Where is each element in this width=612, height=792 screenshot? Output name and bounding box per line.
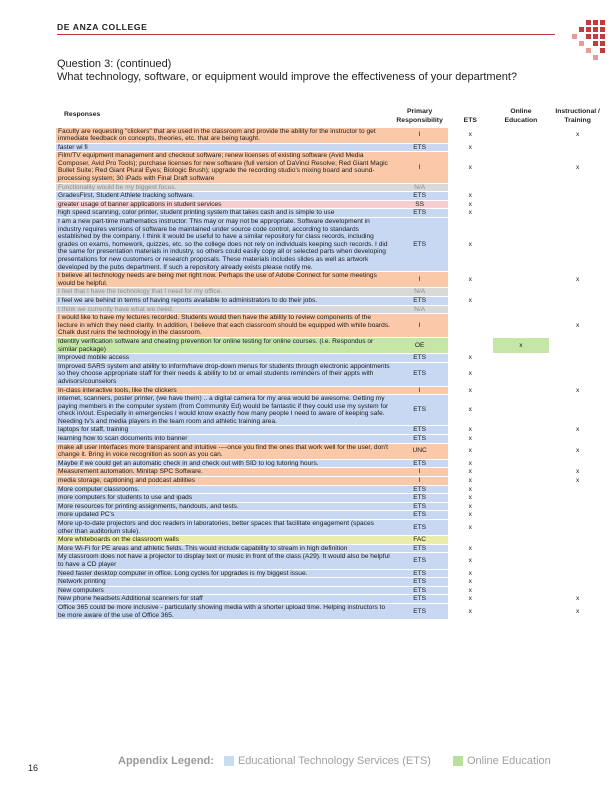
ets-cell: x (448, 143, 493, 152)
table-row (56, 511, 606, 520)
response-cell: More up-to-date projectors and doc readers in laboratories, better spaces that facilitate engagement (spaces other than auditorium stule). (56, 520, 391, 536)
ets-cell: x (448, 386, 493, 395)
table-row (56, 337, 606, 353)
primary-responsibility-cell: ETS (391, 192, 448, 201)
online-education-cell (493, 595, 550, 604)
question-title: Question 3: (continued) (57, 58, 172, 70)
online-education-cell (493, 314, 550, 338)
primary-responsibility-cell: ETS (391, 603, 448, 619)
table-row (56, 544, 606, 553)
legend-item-ets: Educational Technology Services (ETS) (237, 755, 431, 767)
appendix-legend (118, 755, 573, 767)
instructional-training-cell (549, 209, 606, 218)
primary-responsibility-cell: N/A (391, 288, 448, 297)
primary-responsibility-cell: N/A (391, 183, 448, 192)
response-cell: I feel we are behind in terms of having reports available to administrators to do their jobs. (56, 296, 391, 305)
column-header-primary: Primary Responsibility (396, 107, 443, 124)
response-cell: Faculty are requesting "clickers" that are used in the classroom and provide the ability for the instructor to get immediate feedback on concepts, theories, etc. that are being taught. (56, 127, 391, 143)
response-cell: Improved SARS system and ability to inform/have drop-down menus for students through electronic appointments so they choose appropriate staff for their needs & ability to txt or email students reminders of their appts with advisors/counselors (58, 362, 390, 385)
ets-cell: x (448, 494, 493, 503)
online-education-cell (493, 218, 550, 272)
response-cell: greater usage of banner applications in student services (56, 200, 391, 209)
table-row (56, 569, 606, 578)
primary-responsibility-cell: FAC (391, 536, 448, 545)
table-row (56, 443, 606, 459)
college-logo (566, 20, 606, 66)
column-header-instructional: Instructional / Training (555, 107, 600, 124)
ets-cell: x (448, 296, 493, 305)
primary-responsibility-cell: UNC (391, 443, 448, 459)
instructional-training-cell: x (549, 272, 606, 288)
ets-cell: x (448, 127, 493, 143)
primary-responsibility-cell: I (391, 314, 448, 338)
ets-cell: x (448, 544, 493, 553)
response-cell: Measurement automation. Minitap SPC Software. (56, 468, 391, 477)
online-education-cell (493, 426, 550, 435)
primary-responsibility-cell: I (391, 477, 448, 486)
response-cell: Need faster desktop computer in office. Long cycles for upgrades is my biggest issue. (56, 569, 391, 578)
ets-cell: x (448, 435, 493, 444)
instructional-training-cell: x (549, 468, 606, 477)
online-education-cell (493, 192, 550, 201)
ets-cell: x (448, 192, 493, 201)
table-row (56, 218, 606, 272)
online-education-cell (493, 443, 550, 459)
response-cell: More computer classrooms. (56, 485, 391, 494)
online-education-cell (493, 296, 550, 305)
online-education-cell (493, 511, 550, 520)
instructional-training-cell (549, 485, 606, 494)
primary-responsibility-cell: ETS (391, 544, 448, 553)
table-row (56, 127, 606, 143)
response-cell: media storage, captioning and podcast abilities (56, 477, 391, 486)
table-row (56, 603, 606, 619)
table-row (56, 426, 606, 435)
instructional-training-cell (549, 183, 606, 192)
response-cell: high speed scanning, color printer, student printing system that takes cash and is simple to use (56, 209, 391, 218)
primary-responsibility-cell: ETS (391, 578, 448, 587)
question-prompt: What technology, software, or equipment would improve the effectiveness of your department? (57, 71, 518, 83)
table-row (56, 494, 606, 503)
online-education-cell (493, 152, 550, 183)
online-education-cell (493, 395, 550, 426)
instructional-training-cell: x (549, 477, 606, 486)
legend-item-online: Online Education (466, 755, 551, 767)
primary-responsibility-cell: ETS (391, 296, 448, 305)
ets-cell: x (448, 209, 493, 218)
column-header-ets: ETS (463, 116, 477, 124)
instructional-training-cell (549, 520, 606, 536)
ets-cell: x (448, 272, 493, 288)
primary-responsibility-cell: ETS (391, 485, 448, 494)
online-education-cell (493, 586, 550, 595)
ets-cell: x (448, 586, 493, 595)
online-education-cell (493, 485, 550, 494)
primary-responsibility-cell: ETS (391, 435, 448, 444)
table-row (56, 595, 606, 604)
online-education-cell (493, 502, 550, 511)
ets-cell: x (448, 485, 493, 494)
table-row (56, 395, 606, 426)
response-cell: learning how to scan documents into banner (56, 435, 391, 444)
primary-responsibility-cell: ETS (391, 586, 448, 595)
instructional-training-cell (549, 143, 606, 152)
response-cell: more computers for students to use and ipads (56, 494, 391, 503)
ets-cell: x (448, 595, 493, 604)
primary-responsibility-cell: ETS (391, 209, 448, 218)
response-cell: Maybe if we could get an automatic check in and check out with SID to log tutoring hours. (56, 459, 391, 468)
ets-cell: x (448, 502, 493, 511)
primary-responsibility-cell: ETS (391, 520, 448, 536)
ets-cell: x (448, 603, 493, 619)
ets-cell: x (448, 152, 493, 183)
table-row (56, 502, 606, 511)
ets-cell: x (448, 578, 493, 587)
online-education-cell (493, 200, 550, 209)
table-row (56, 468, 606, 477)
response-cell: I feel that I have the technology that I need for my office. (56, 288, 391, 297)
ets-cell: x (448, 459, 493, 468)
college-name: DE ANZA COLLEGE (57, 22, 148, 32)
table-row (56, 200, 606, 209)
response-cell: more updated PC's (56, 511, 391, 520)
ets-cell: x (448, 426, 493, 435)
primary-responsibility-cell: I (391, 127, 448, 143)
online-education-cell (493, 578, 550, 587)
online-education-cell (493, 553, 550, 569)
table-row (56, 477, 606, 486)
response-cell: Improved mobile access (56, 354, 391, 363)
table-header-row (56, 104, 606, 127)
ets-cell: x (448, 200, 493, 209)
online-education-cell: x (493, 337, 550, 353)
instructional-training-cell (549, 218, 606, 272)
primary-responsibility-cell: ETS (391, 553, 448, 569)
legend-swatch-ets (224, 756, 234, 766)
primary-responsibility-cell: ETS (391, 426, 448, 435)
table-row (56, 553, 606, 569)
primary-responsibility-cell: ETS (391, 459, 448, 468)
ets-cell: x (448, 362, 493, 386)
online-education-cell (493, 143, 550, 152)
ets-cell (448, 314, 493, 338)
instructional-training-cell: x (549, 152, 606, 183)
online-education-cell (493, 603, 550, 619)
ets-cell: x (448, 477, 493, 486)
instructional-training-cell (549, 296, 606, 305)
instructional-training-cell (549, 192, 606, 201)
online-education-cell (493, 520, 550, 536)
online-education-cell (493, 272, 550, 288)
response-cell: Functionality would be my biggest focus. (56, 183, 391, 192)
instructional-training-cell (549, 494, 606, 503)
instructional-training-cell (549, 395, 606, 426)
response-cell: internet, scanners, poster printer, (we have them) .. a digital camera for my area would be awesome. Getting my paying members in the computer system (from Community Ed) would be fantastic if they could use my system for check in/out. Especially in emergencies I would know exactly how many people I need to aware of keeping safe. Needing tv's and media players in the team room and athletic training area. (56, 395, 391, 426)
table-row (56, 192, 606, 201)
instructional-training-cell (549, 511, 606, 520)
instructional-training-cell (549, 337, 606, 353)
online-education-cell (493, 569, 550, 578)
table-row (56, 152, 606, 183)
ets-cell (448, 305, 493, 314)
ets-cell: x (448, 511, 493, 520)
table-row (56, 578, 606, 587)
ets-cell: x (448, 218, 493, 272)
ets-cell: x (448, 468, 493, 477)
instructional-training-cell (549, 354, 606, 363)
column-header-online: Online Education (504, 107, 538, 124)
table-row (56, 459, 606, 468)
online-education-cell (493, 354, 550, 363)
primary-responsibility-cell: ETS (391, 354, 448, 363)
table-row (56, 314, 606, 338)
page-number: 16 (28, 763, 39, 773)
primary-responsibility-cell: ETS (391, 595, 448, 604)
primary-responsibility-cell: I (391, 272, 448, 288)
primary-responsibility-cell: ETS (391, 143, 448, 152)
table-body (56, 127, 606, 619)
ets-cell (448, 183, 493, 192)
ets-cell: x (448, 395, 493, 426)
online-education-cell (493, 544, 550, 553)
primary-responsibility-cell: I (391, 386, 448, 395)
online-education-cell (493, 127, 550, 143)
table-row (56, 520, 606, 536)
online-education-cell (493, 459, 550, 468)
table-row (56, 536, 606, 545)
response-cell: Identity verification software and cheating prevention for online testing for online courses. (i.e. Respondus or similar package) (56, 337, 391, 353)
instructional-training-cell (549, 536, 606, 545)
instructional-training-cell: x (549, 127, 606, 143)
instructional-training-cell: x (549, 386, 606, 395)
response-cell: Office 365 could be more inclusive - particularly showing media with a shorter upload time. Helping instructors to be more aware of the use of Office 365. (56, 603, 391, 619)
instructional-training-cell: x (549, 603, 606, 619)
column-header-responses: Responses (64, 111, 101, 119)
online-education-cell (493, 305, 550, 314)
online-education-cell (493, 494, 550, 503)
online-education-cell (493, 536, 550, 545)
online-education-cell (493, 468, 550, 477)
response-cell: My classroom does not have a projector to display text or music in front of the class (A29). It would also be helpful to have a CD player (58, 553, 390, 568)
response-cell: I am a new part-time mathematics instructor. This may or may not be appropriate. Software development in industry requires versions of software be maintained under source code control, according to standards established by the company. I think it would be useful to have a similar repository for class records, including grades on exams, homework, quizzes, etc. so the college does not rely on individuals keeping such records. I did the same for presentation materials in industry, so others could easily copy all or selected parts when developing presentations for new customers or research proposals. These materials includes slides as well as artwork developed by the pubs department. If such a repository already exists please notify me. (56, 218, 391, 272)
table-row (56, 272, 606, 288)
table-row (56, 435, 606, 444)
table-row (56, 485, 606, 494)
response-cell: GradesFirst, Student Athlete tracking software. (56, 192, 391, 201)
online-education-cell (493, 183, 550, 192)
instructional-training-cell (549, 200, 606, 209)
online-education-cell (493, 209, 550, 218)
legend-swatch-online (453, 756, 463, 766)
instructional-training-cell (549, 553, 606, 569)
header-rule (57, 34, 555, 35)
response-cell: Film/TV equipment management and checkout software; renew licenses of existing software (Avid Media Composer, Avid Pro Tools); purchase licenses for new software (full version of DaVinci Resolve; Red Giant Magic Bullet Suite; Red Giant Plural Eyes; Biologic Brush); upgrade the recording studio's mixing board and sound-processing system; 30 iPads with Final Draft software (56, 152, 391, 183)
instructional-training-cell (549, 544, 606, 553)
online-education-cell (493, 435, 550, 444)
primary-responsibility-cell: ETS (391, 502, 448, 511)
instructional-training-cell: x (549, 595, 606, 604)
instructional-training-cell (549, 502, 606, 511)
response-cell: New phone headsets Additional scanners for staff (56, 595, 391, 604)
ets-cell: x (448, 553, 493, 569)
table-row (56, 209, 606, 218)
response-cell: More whiteboards on the classroom walls (56, 536, 391, 545)
instructional-training-cell (549, 459, 606, 468)
response-cell: make all user interfaces more transparent and intuitive ----once you find the ones that work well for the user, don't change it. Bring in voice recognition as soon as you can. (56, 443, 391, 459)
table-row (56, 143, 606, 152)
table-row (56, 305, 606, 314)
ets-cell (448, 337, 493, 353)
response-cell: laptops for staff, training (56, 426, 391, 435)
instructional-training-cell (549, 586, 606, 595)
primary-responsibility-cell: ETS (391, 218, 448, 272)
instructional-training-cell (549, 435, 606, 444)
online-education-cell (493, 362, 550, 386)
instructional-training-cell: x (549, 426, 606, 435)
legend-label: Appendix Legend: (118, 755, 214, 767)
response-cell: I would like to have my lectures recorded. Students would then have the ability to review components of the lecture in which they need clarity. In addition, I believe that each classroom should be equipped with white boards. Chalk dust ruins the technology in the classroom. (58, 314, 390, 337)
ets-cell: x (448, 443, 493, 459)
ets-cell: x (448, 520, 493, 536)
response-cell: In-class interactive tools, like the clickers (56, 386, 391, 395)
response-cell: I believe all technology needs are being met right now. Perhaps the use of Adobe Connect for some meetings would be helpful. (56, 272, 391, 288)
instructional-training-cell (549, 305, 606, 314)
table-row (56, 296, 606, 305)
table-row (56, 586, 606, 595)
response-cell: I think we currently have what we need. (56, 305, 391, 314)
ets-cell: x (448, 569, 493, 578)
primary-responsibility-cell: I (391, 152, 448, 183)
online-education-cell (493, 386, 550, 395)
online-education-cell (493, 288, 550, 297)
online-education-cell (493, 477, 550, 486)
table-row (56, 386, 606, 395)
primary-responsibility-cell: SS (391, 200, 448, 209)
ets-cell (448, 288, 493, 297)
table-row (56, 288, 606, 297)
response-cell: More resources for printing assignments, handouts, and tests. (56, 502, 391, 511)
response-cell: Network printing (56, 578, 391, 587)
response-cell: New computers (56, 586, 391, 595)
primary-responsibility-cell: ETS (391, 569, 448, 578)
table-row (56, 362, 606, 386)
ets-cell: x (448, 354, 493, 363)
primary-responsibility-cell: ETS (391, 362, 448, 386)
primary-responsibility-cell: ETS (391, 395, 448, 426)
instructional-training-cell: x (549, 443, 606, 459)
primary-responsibility-cell: ETS (391, 494, 448, 503)
response-cell: More Wi-Fi for PE areas and athletic fields. This would include capability to stream in high definition (56, 544, 391, 553)
response-cell: faster wi fi (56, 143, 391, 152)
ets-cell (448, 536, 493, 545)
instructional-training-cell (549, 578, 606, 587)
instructional-training-cell (549, 362, 606, 386)
instructional-training-cell (549, 569, 606, 578)
primary-responsibility-cell: OE (391, 337, 448, 353)
instructional-training-cell: x (549, 314, 606, 338)
table-row (56, 354, 606, 363)
table-row (56, 183, 606, 192)
primary-responsibility-cell: ETS (391, 511, 448, 520)
instructional-training-cell (549, 288, 606, 297)
primary-responsibility-cell: I (391, 468, 448, 477)
responses-table (56, 104, 606, 619)
primary-responsibility-cell: N/A (391, 305, 448, 314)
